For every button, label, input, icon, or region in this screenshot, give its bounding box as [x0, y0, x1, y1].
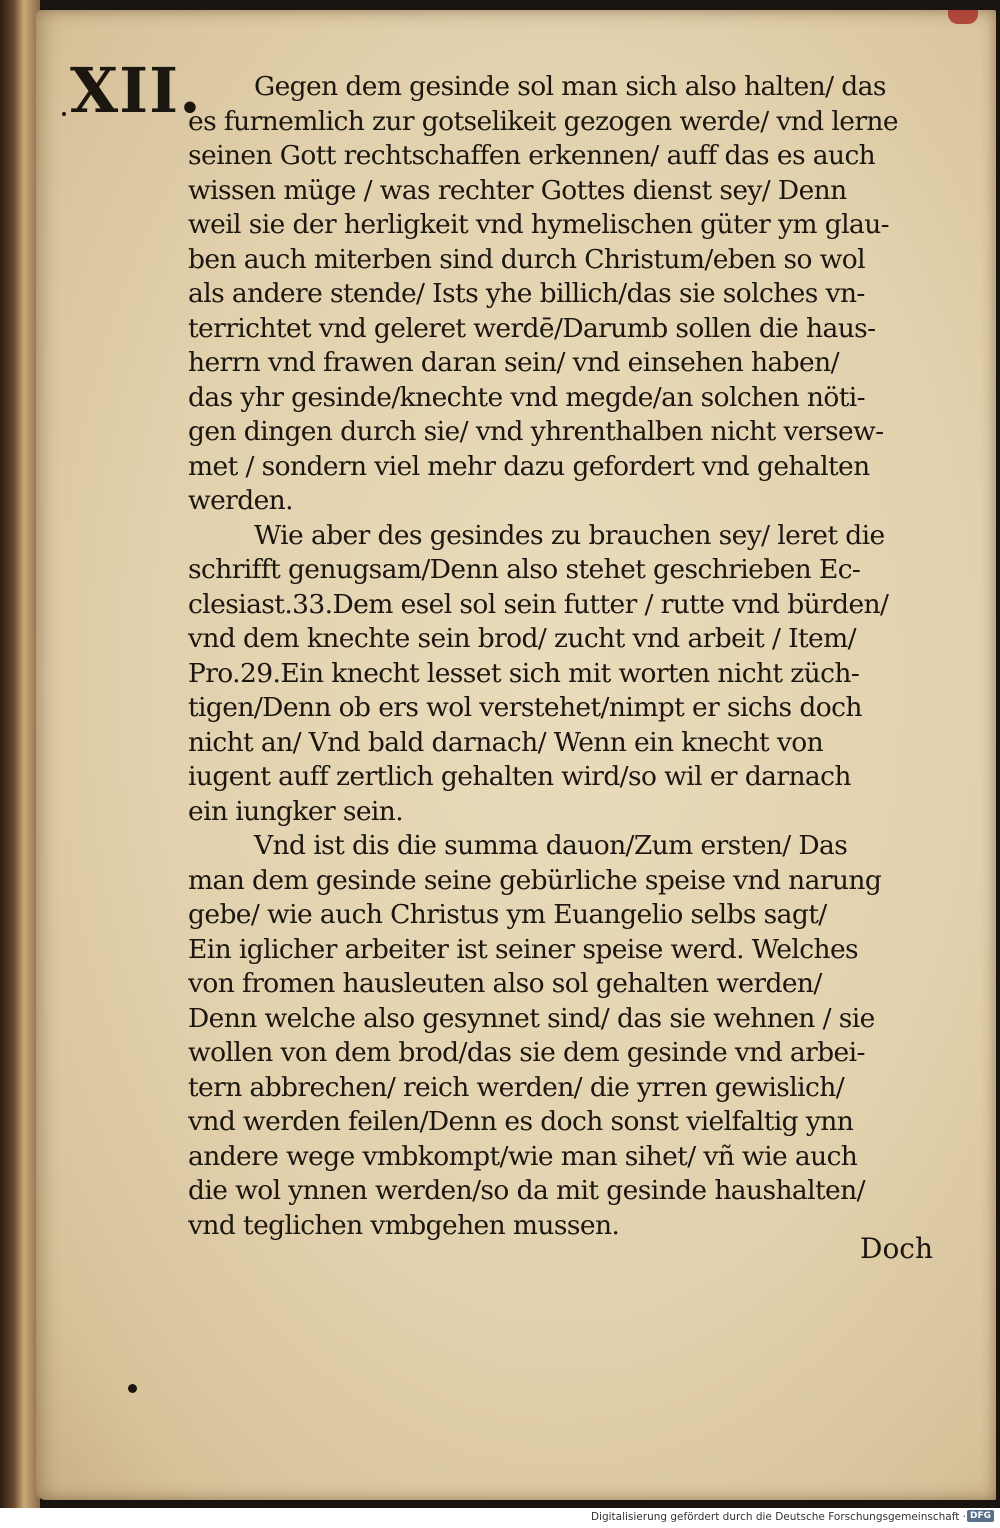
text-line: terrichtet vnd geleret werdē/Darumb sollen die haus- — [188, 312, 876, 344]
body-text — [188, 70, 958, 1243]
ink-spot — [62, 112, 66, 116]
text-line: werden. — [188, 485, 293, 516]
text-line: wollen von dem brod/das sie dem gesinde vnd arbei- — [188, 1037, 865, 1068]
text-line: Gegen dem gesinde sol man sich also halten/ das — [254, 71, 886, 102]
book-edge — [0, 0, 40, 1508]
dfg-logo: DFG — [967, 1510, 994, 1522]
text-line: nicht an/ Vnd bald darnach/ Wenn ein knecht von — [188, 726, 824, 758]
text-line: Wie aber des gesindes zu brauchen sey/ leret die — [254, 519, 885, 551]
text-line: seinen Gott rechtschaffen erkennen/ auff das es auch — [188, 140, 876, 171]
text-line: herrn vnd frawen daran sein/ vnd einsehen haben/ — [188, 347, 839, 378]
ink-spot — [128, 1384, 137, 1393]
text-line: wissen müge / was rechter Gottes dienst sey/ Denn — [188, 174, 847, 206]
text-line: vnd werden feilen/Denn es doch sonst vielfaltig ynn — [188, 1106, 854, 1137]
catchword: Doch — [860, 1232, 934, 1265]
text-line: Denn welche also gesynnet sind/ das sie wehnen / sie — [188, 1002, 875, 1034]
text-line: ein iungker sein. — [188, 795, 404, 827]
text-line: man dem gesinde seine gebürliche speise vnd narung — [188, 864, 882, 896]
text-line: es furnemlich zur gotselikeit gezogen werde/ vnd lerne — [188, 105, 898, 137]
text-line: Vnd ist dis die summa dauon/Zum ersten/ Das — [254, 830, 848, 861]
text-line: tigen/Denn ob ers wol verstehet/nimpt er sichs doch — [188, 692, 862, 723]
text-line: die wol ynnen werden/so da mit gesinde haushalten/ — [188, 1175, 865, 1206]
text-line: gen dingen durch sie/ vnd yhrenthalben nicht versew- — [188, 416, 884, 447]
text-line: clesiast.33.Dem esel sol sein futter / rutte vnd bürden/ — [188, 588, 889, 620]
text-line: tern abbrechen/ reich werden/ die yrren gewislich/ — [188, 1071, 845, 1103]
text-line: von fromen hausleuten also sol gehalten werden/ — [188, 968, 822, 999]
text-line: vnd dem knechte sein brod/ zucht vnd arbeit / Item/ — [188, 623, 856, 654]
red-page-mark — [948, 10, 978, 24]
footer-credit: Digitalisierung gefördert durch die Deutsche Forschungsgemeinschaft · — [590, 1511, 966, 1523]
text-line: andere wege vmbkompt/wie man sihet/ vñ wie auch — [188, 1140, 858, 1172]
chapter-number: XII. — [70, 54, 202, 127]
text-line: met / sondern viel mehr dazu gefordert vnd gehalten — [188, 450, 870, 482]
text-line: ben auch miterben sind durch Christum/eben so wol — [188, 243, 866, 275]
text-line: iugent auff zertlich gehalten wird/so wil er darnach — [188, 761, 851, 792]
text-line: weil sie der herligkeit vnd hymelischen güter ym glau- — [188, 209, 890, 240]
text-line: gebe/ wie auch Christus ym Euangelio selbs sagt/ — [188, 899, 827, 930]
text-line: vnd teglichen vmbgehen mussen. — [188, 1209, 620, 1241]
text-line: Pro.29.Ein knecht lesset sich mit worten nicht züch- — [188, 657, 860, 689]
text-line: als andere stende/ Ists yhe billich/das sie solches vn- — [188, 278, 865, 309]
text-line: das yhr gesinde/knechte vnd megde/an solchen nöti- — [188, 381, 866, 413]
text-line: schrifft genugsam/Denn also stehet geschrieben Ec- — [188, 554, 861, 585]
text-line: Ein iglicher arbeiter ist seiner speise werd. Welches — [188, 933, 859, 965]
